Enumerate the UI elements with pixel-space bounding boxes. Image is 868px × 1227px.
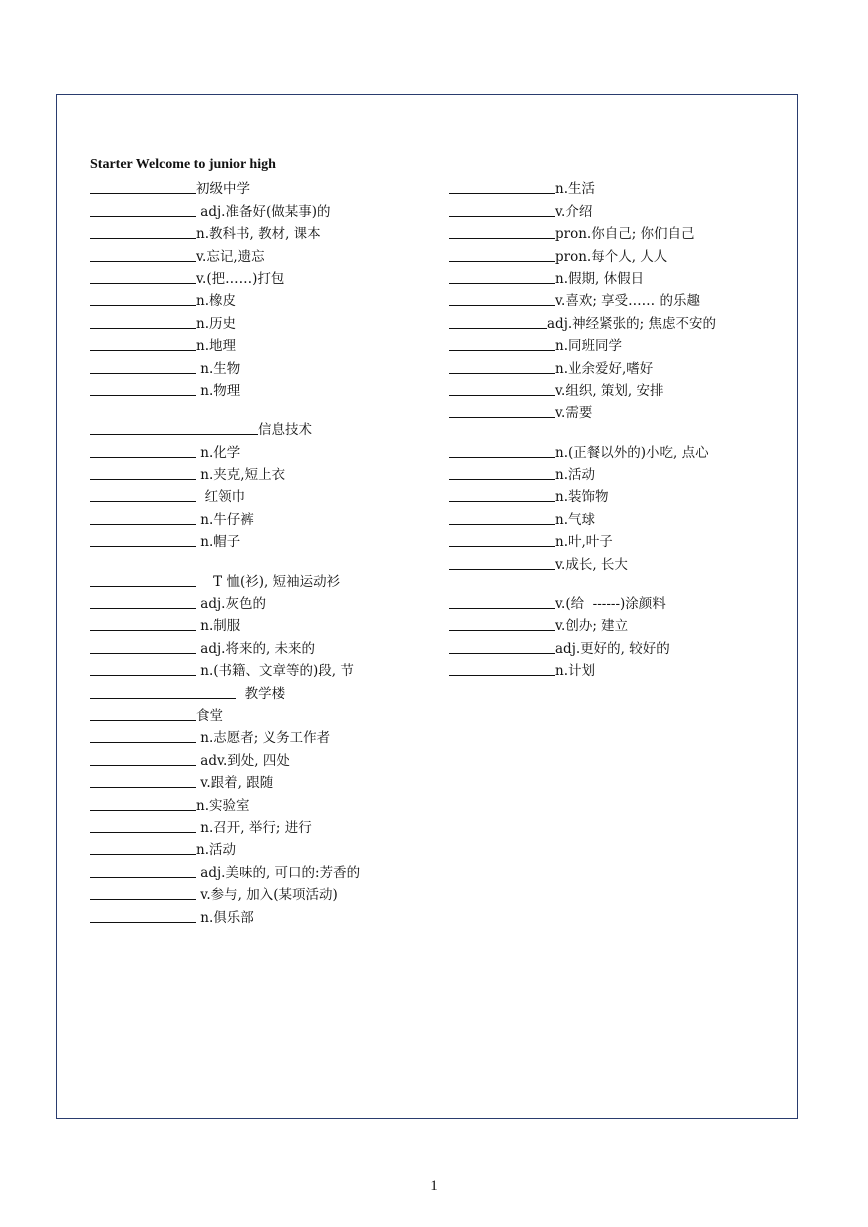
vocab-entry xyxy=(90,591,430,613)
vocab-definition: v.创办; 建立 xyxy=(555,618,629,635)
vocab-definition: v.组织, 策划, 安排 xyxy=(555,382,664,399)
vocab-definition: adj.更好的, 较好的 xyxy=(555,640,670,657)
vocab-definition: n.装饰物 xyxy=(555,489,609,506)
vocab-definition: n.化学 xyxy=(196,444,241,461)
vocab-entry xyxy=(90,703,430,725)
answer-blank-line[interactable] xyxy=(449,336,555,351)
answer-blank-line[interactable] xyxy=(449,487,555,502)
vocab-entry xyxy=(90,837,430,859)
vocab-entry xyxy=(90,198,430,220)
vocab-definition: n.地理 xyxy=(196,338,236,355)
vocab-entry xyxy=(90,462,430,484)
vocab-entry xyxy=(90,859,430,881)
unit-heading: Starter Welcome to junior high xyxy=(90,157,276,172)
vocab-definition: n.叶,叶子 xyxy=(555,534,613,551)
vocab-entry xyxy=(90,904,430,926)
answer-blank-line[interactable] xyxy=(90,336,196,351)
vocab-definition: adj.灰色的 xyxy=(196,596,266,613)
answer-blank-line[interactable] xyxy=(90,639,196,654)
answer-blank-line[interactable] xyxy=(449,616,555,631)
vocab-entry xyxy=(90,506,430,528)
vocab-entry xyxy=(449,439,789,461)
vocab-definition: n.牛仔裤 xyxy=(196,511,254,528)
vocab-definition: 教学楼 xyxy=(236,685,286,702)
section-gap xyxy=(449,422,789,439)
vocab-entry xyxy=(449,484,789,506)
answer-blank-line[interactable] xyxy=(449,314,547,329)
vocab-definition: n.气球 xyxy=(555,511,595,528)
vocab-entry xyxy=(90,417,430,439)
vocab-definition: 红领巾 xyxy=(196,489,246,506)
answer-blank-line[interactable] xyxy=(449,555,555,570)
vocab-definition: v.成长, 长大 xyxy=(555,556,628,573)
vocab-entry xyxy=(449,400,789,422)
vocab-entry xyxy=(90,792,430,814)
answer-blank-line[interactable] xyxy=(90,773,196,788)
answer-blank-line[interactable] xyxy=(90,487,196,502)
vocab-entry xyxy=(90,176,430,198)
vocab-definition: n.生物 xyxy=(196,360,241,377)
answer-blank-line[interactable] xyxy=(90,796,196,811)
vocab-definition: n.教科书, 教材, 课本 xyxy=(196,226,321,243)
vocab-definition: 初级中学 xyxy=(196,181,250,198)
right-vocab-column xyxy=(449,154,789,680)
vocab-definition: v.跟着, 跟随 xyxy=(196,775,274,792)
vocab-entry xyxy=(90,221,430,243)
answer-blank-line[interactable] xyxy=(90,751,196,766)
vocab-definition: n.计划 xyxy=(555,663,595,680)
vocab-definition: 信息技术 xyxy=(258,422,312,439)
vocab-definition: n.活动 xyxy=(555,467,595,484)
answer-blank-line[interactable] xyxy=(449,224,555,239)
vocab-entry xyxy=(90,378,430,400)
answer-blank-line[interactable] xyxy=(90,532,196,547)
vocab-entry xyxy=(90,288,430,310)
vocab-entry xyxy=(449,613,789,635)
vocab-entry xyxy=(449,591,789,613)
vocab-entry xyxy=(90,266,430,288)
answer-blank-line[interactable] xyxy=(90,381,196,396)
right-column-spacer xyxy=(449,154,789,176)
vocab-definition: T 恤(衫), 短袖运动衫 xyxy=(196,573,341,590)
vocab-definition: n.橡皮 xyxy=(196,293,236,310)
answer-blank-line[interactable] xyxy=(90,728,196,743)
vocab-definition: pron.每个人, 人人 xyxy=(555,248,668,265)
vocab-entry xyxy=(449,266,789,288)
vocab-entry xyxy=(449,221,789,243)
answer-blank-line[interactable] xyxy=(449,661,555,676)
vocab-entry xyxy=(90,243,430,265)
vocab-entry xyxy=(90,613,430,635)
vocab-definition: v.(给 ------)涂颜料 xyxy=(555,596,666,613)
answer-blank-line[interactable] xyxy=(90,510,196,525)
answer-blank-line[interactable] xyxy=(90,818,196,833)
answer-blank-line[interactable] xyxy=(90,247,196,262)
vocab-entry xyxy=(90,484,430,506)
answer-blank-line[interactable] xyxy=(449,269,555,284)
vocab-entry xyxy=(449,506,789,528)
answer-blank-line[interactable] xyxy=(449,403,555,418)
answer-blank-line[interactable] xyxy=(90,885,196,900)
vocab-definition: n.生活 xyxy=(555,181,595,198)
vocab-definition: v.参与, 加入(某项活动) xyxy=(196,887,338,904)
answer-blank-line[interactable] xyxy=(90,465,196,480)
vocab-definition: v.介绍 xyxy=(555,203,593,220)
answer-blank-line[interactable] xyxy=(90,706,196,721)
vocab-definition: n.活动 xyxy=(196,842,236,859)
section-gap xyxy=(449,574,789,591)
answer-blank-line[interactable] xyxy=(449,639,555,654)
right-vocab-list xyxy=(449,176,789,680)
answer-blank-line[interactable] xyxy=(90,202,196,217)
answer-blank-line[interactable] xyxy=(449,179,555,194)
vocab-definition: n.假期, 休假日 xyxy=(555,270,645,287)
vocab-definition: adv.到处, 四处 xyxy=(196,752,290,769)
vocab-definition: n.历史 xyxy=(196,315,236,332)
vocab-entry xyxy=(90,770,430,792)
vocab-entry xyxy=(449,635,789,657)
left-vocab-column xyxy=(90,154,430,927)
answer-blank-line[interactable] xyxy=(90,179,196,194)
answer-blank-line[interactable] xyxy=(90,863,196,878)
answer-blank-line[interactable] xyxy=(449,381,555,396)
vocab-entry xyxy=(449,288,789,310)
answer-blank-line[interactable] xyxy=(449,202,555,217)
answer-blank-line[interactable] xyxy=(449,359,555,374)
vocab-definition: n.俱乐部 xyxy=(196,909,254,926)
vocab-entry xyxy=(90,680,430,702)
vocab-entry xyxy=(90,658,430,680)
answer-blank-line[interactable] xyxy=(449,532,555,547)
answer-blank-line[interactable] xyxy=(90,291,196,306)
answer-blank-line[interactable] xyxy=(449,465,555,480)
vocab-definition: n.夹克,短上衣 xyxy=(196,467,286,484)
vocab-definition: n.(正餐以外的)小吃, 点心 xyxy=(555,444,709,461)
vocab-definition: adj.美味的, 可口的:芳香的 xyxy=(196,864,361,881)
answer-blank-line[interactable] xyxy=(449,247,555,262)
vocab-entry xyxy=(449,658,789,680)
answer-blank-line[interactable] xyxy=(90,840,196,855)
vocab-definition: v.(把……)打包 xyxy=(196,270,285,287)
vocab-entry xyxy=(449,333,789,355)
vocab-entry xyxy=(449,462,789,484)
answer-blank-line[interactable] xyxy=(90,908,196,923)
vocab-entry xyxy=(90,439,430,461)
vocab-entry xyxy=(90,333,430,355)
vocab-definition: n.召开, 举行; 进行 xyxy=(196,819,312,836)
left-vocab-list xyxy=(90,176,430,927)
vocab-entry xyxy=(90,725,430,747)
answer-blank-line[interactable] xyxy=(90,572,196,587)
vocab-entry xyxy=(449,529,789,551)
vocab-definition: n.帽子 xyxy=(196,534,241,551)
vocab-definition: n.同班同学 xyxy=(555,338,622,355)
answer-blank-line[interactable] xyxy=(90,443,196,458)
section-gap xyxy=(90,400,430,417)
vocab-definition: n.物理 xyxy=(196,382,241,399)
vocab-entry xyxy=(90,568,430,590)
answer-blank-line[interactable] xyxy=(90,420,258,435)
answer-blank-line[interactable] xyxy=(90,269,196,284)
vocab-definition: n.制服 xyxy=(196,618,241,635)
answer-blank-line[interactable] xyxy=(449,510,555,525)
vocab-definition: adj.将来的, 未来的 xyxy=(196,640,316,657)
vocab-entry xyxy=(90,747,430,769)
vocab-definition: adj.神经紧张的; 焦虑不安的 xyxy=(547,315,717,332)
vocab-entry xyxy=(90,529,430,551)
vocab-definition: n.志愿者; 义务工作者 xyxy=(196,730,331,747)
vocab-definition: n.实验室 xyxy=(196,797,250,814)
vocab-entry xyxy=(449,355,789,377)
vocab-definition: v.忘记,遗忘 xyxy=(196,248,265,265)
answer-blank-line[interactable] xyxy=(90,684,236,699)
page-number: 1 xyxy=(430,1178,438,1194)
vocab-entry xyxy=(90,635,430,657)
vocab-entry xyxy=(449,176,789,198)
answer-blank-line[interactable] xyxy=(90,594,196,609)
answer-blank-line[interactable] xyxy=(449,594,555,609)
vocab-entry xyxy=(449,551,789,573)
vocab-definition: v.喜欢; 享受…… 的乐趣 xyxy=(555,293,700,310)
vocab-definition: adj.准备好(做某事)的 xyxy=(196,203,331,220)
vocab-definition: pron.你自己; 你们自己 xyxy=(555,226,695,243)
vocab-entry xyxy=(449,310,789,332)
answer-blank-line[interactable] xyxy=(449,443,555,458)
vocab-definition: v.需要 xyxy=(555,405,593,422)
section-gap xyxy=(90,551,430,568)
vocab-entry xyxy=(90,355,430,377)
vocab-definition: n.业余爱好,嗜好 xyxy=(555,360,654,377)
vocab-definition: 食堂 xyxy=(196,707,223,724)
vocab-entry xyxy=(449,243,789,265)
vocab-entry xyxy=(449,198,789,220)
vocab-entry xyxy=(449,378,789,400)
answer-blank-line[interactable] xyxy=(90,314,196,329)
answer-blank-line[interactable] xyxy=(90,359,196,374)
answer-blank-line[interactable] xyxy=(90,661,196,676)
answer-blank-line[interactable] xyxy=(449,291,555,306)
vocab-entry xyxy=(90,882,430,904)
answer-blank-line[interactable] xyxy=(90,616,196,631)
vocab-entry xyxy=(90,815,430,837)
answer-blank-line[interactable] xyxy=(90,224,196,239)
vocab-entry xyxy=(90,310,430,332)
vocab-definition: n.(书籍、文章等的)段, 节 xyxy=(196,663,354,680)
